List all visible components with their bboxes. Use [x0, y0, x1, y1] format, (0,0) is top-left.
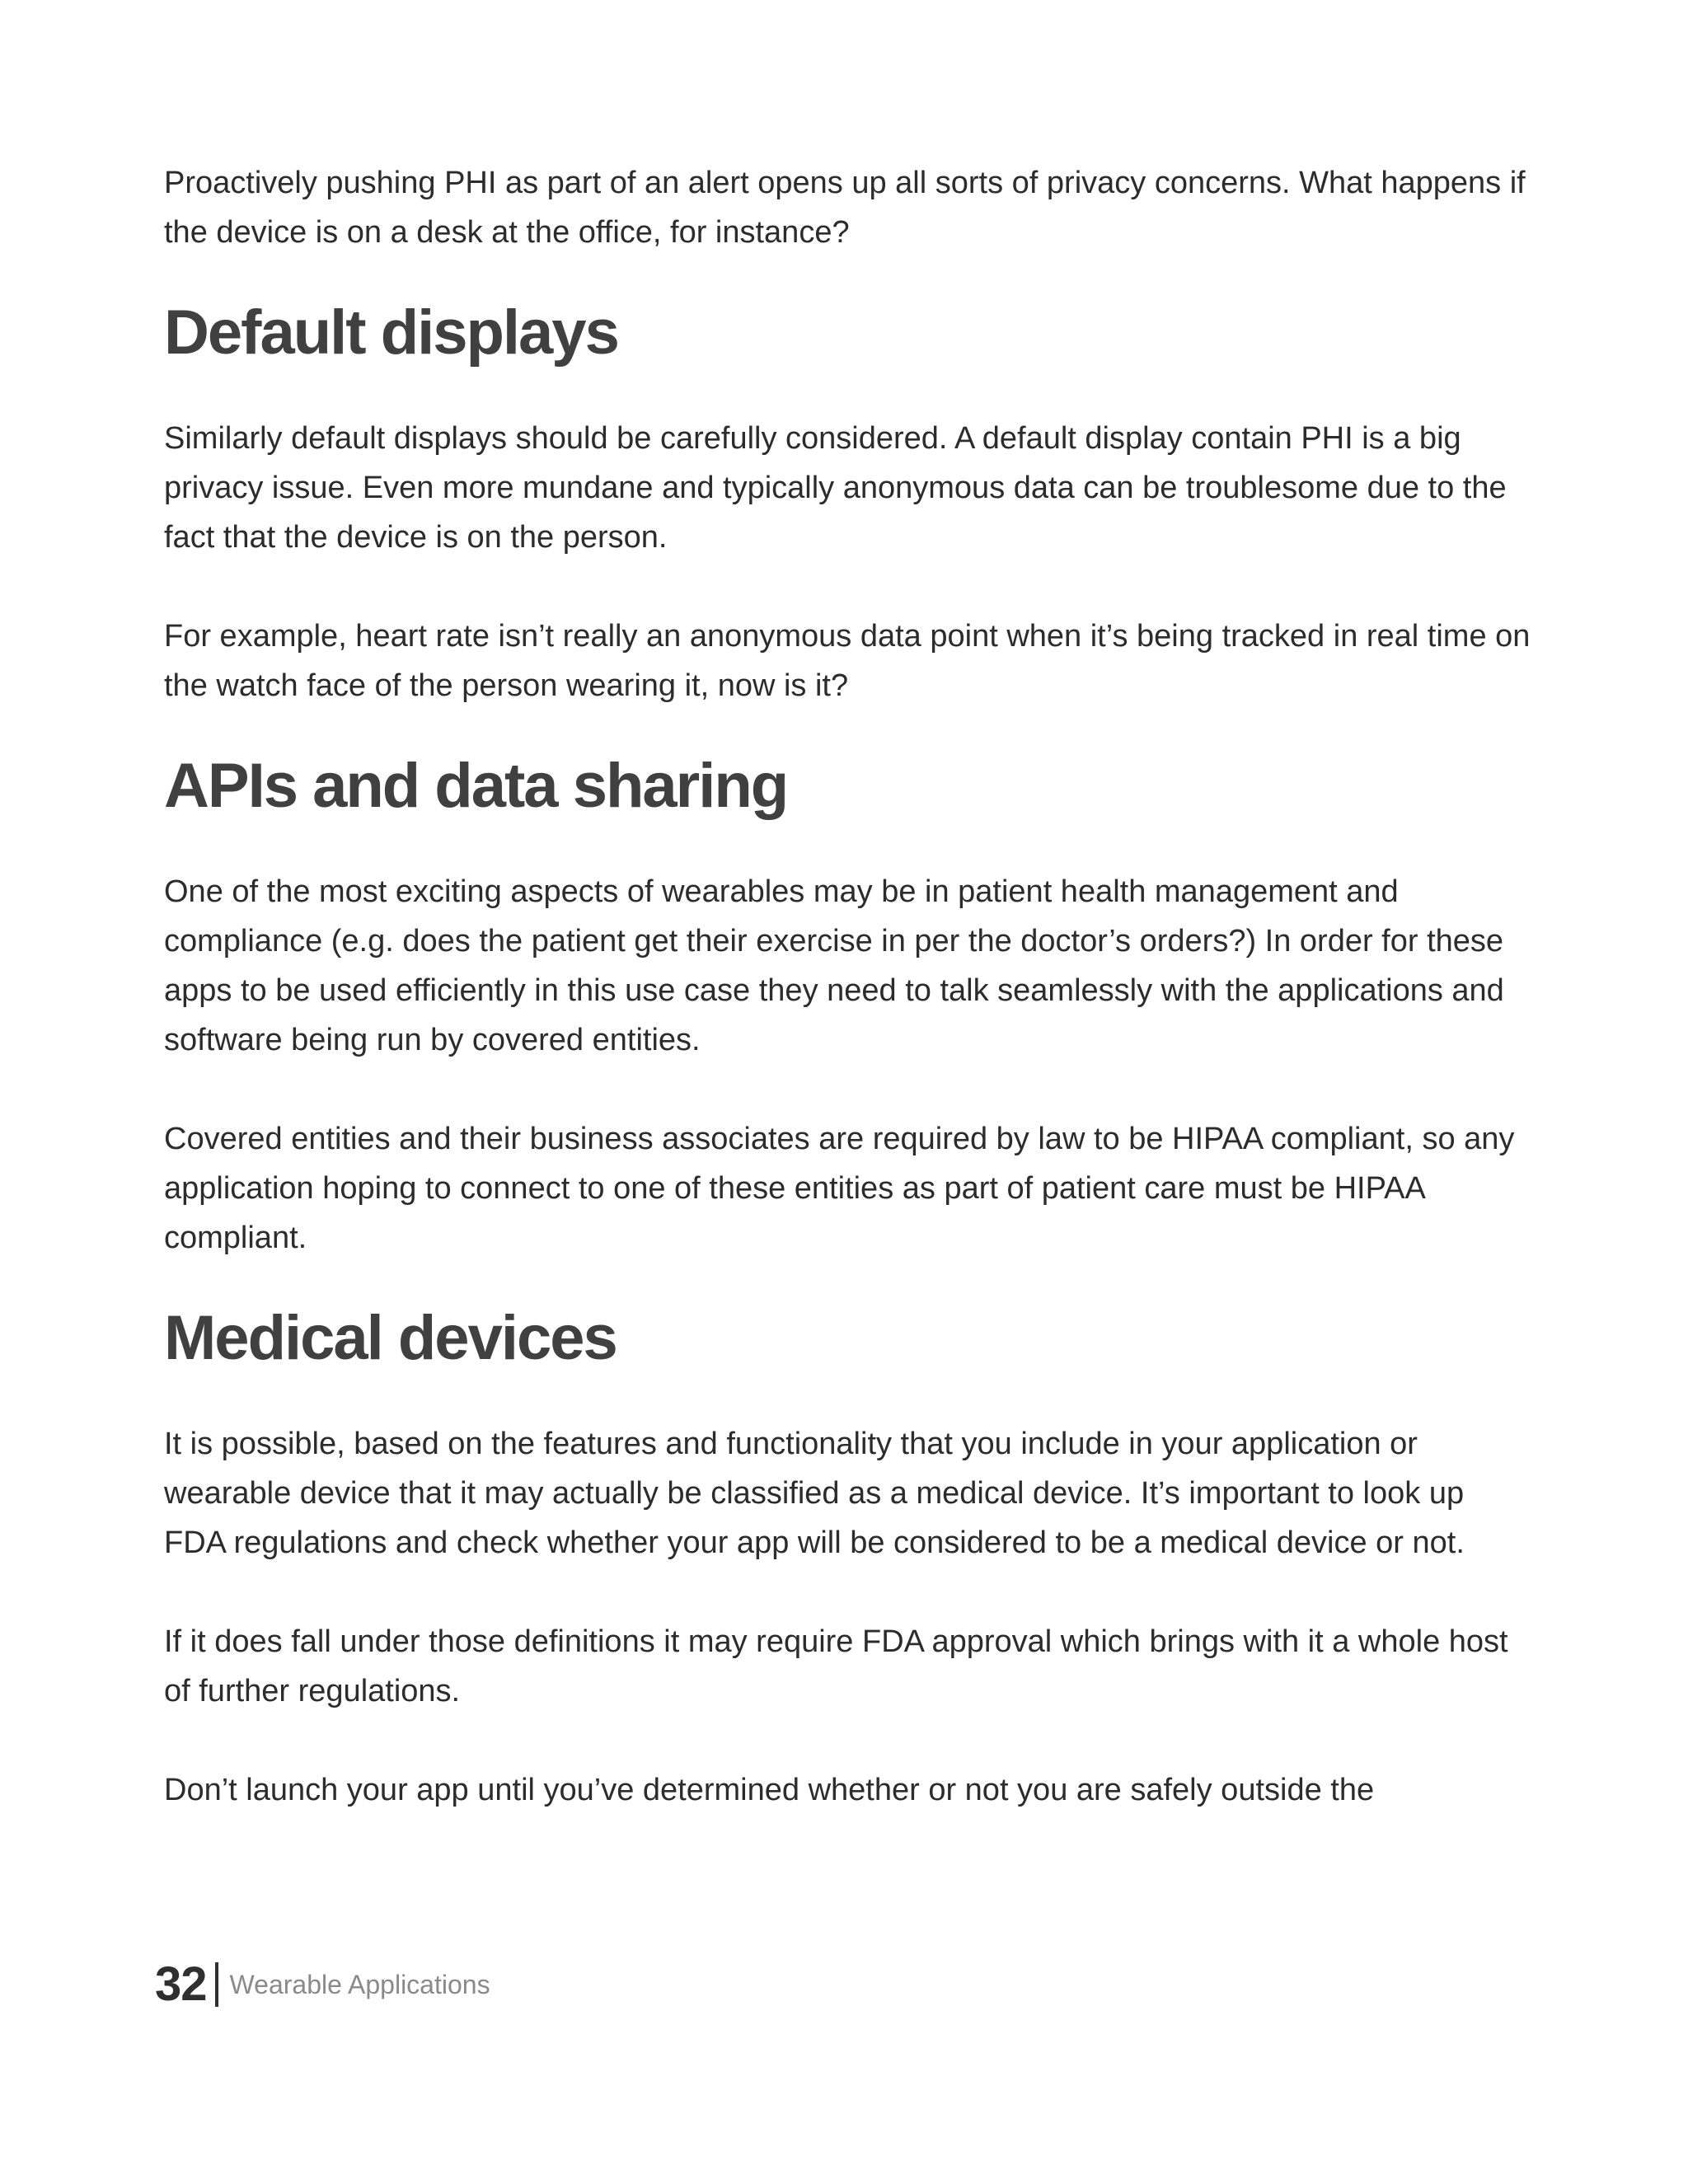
- paragraph-medical-1: It is possible, based on the features and functionality that you include in your application or wearable device that it may actually be classified as a medical device. It’s important to look up FDA regulations and check whether your app will be considered to be a medical device or not.: [164, 1427, 1465, 1560]
- paragraph-medical-3: Don’t launch your app until you’ve determined whether or not you are safely outside the: [164, 1773, 1375, 1807]
- paragraph-default-displays-1: Similarly default displays should be carefully considered. A default display contain PHI is a big privacy issue. Even more mundane and typically anonymous data can be troublesome due to the fact that the device is on the person.: [164, 421, 1507, 555]
- heading-apis-data-sharing: APIs and data sharing: [164, 751, 788, 821]
- heading-default-displays: Default displays: [164, 298, 618, 368]
- footer-divider: [215, 1962, 218, 2007]
- page-footer: [155, 1955, 490, 2014]
- paragraph-medical-2: If it does fall under those definitions it may require FDA approval which brings with it a whole host of further regulations.: [164, 1624, 1508, 1708]
- paragraph-default-displays-2: For example, heart rate isn’t really an anonymous data point when it’s being tracked in real time on the watch face of the person wearing it, now is it?: [164, 619, 1531, 703]
- paragraph-apis-2: Covered entities and their business associates are required by law to be HIPAA compliant, so any application hoping to connect to one of these entities as part of patient care must be HIPAA compliant.: [164, 1122, 1515, 1255]
- paragraph-apis-1: One of the most exciting aspects of wearables may be in patient health management and compliance (e.g. does the patient get their exercise in per the doctor’s orders?) In order for these apps to be used efficiently in this use case they need to talk seamlessly with the applications and software being run by covered entities.: [164, 874, 1504, 1057]
- paragraph-intro: Proactively pushing PHI as part of an alert opens up all sorts of privacy concerns. What happens if the device is on a desk at the office, for instance?: [164, 166, 1526, 250]
- footer-title: Wearable Applications: [229, 1970, 490, 1999]
- page-number: 32: [155, 1957, 207, 2011]
- page-content: [164, 158, 1532, 1815]
- heading-medical-devices: Medical devices: [164, 1303, 617, 1373]
